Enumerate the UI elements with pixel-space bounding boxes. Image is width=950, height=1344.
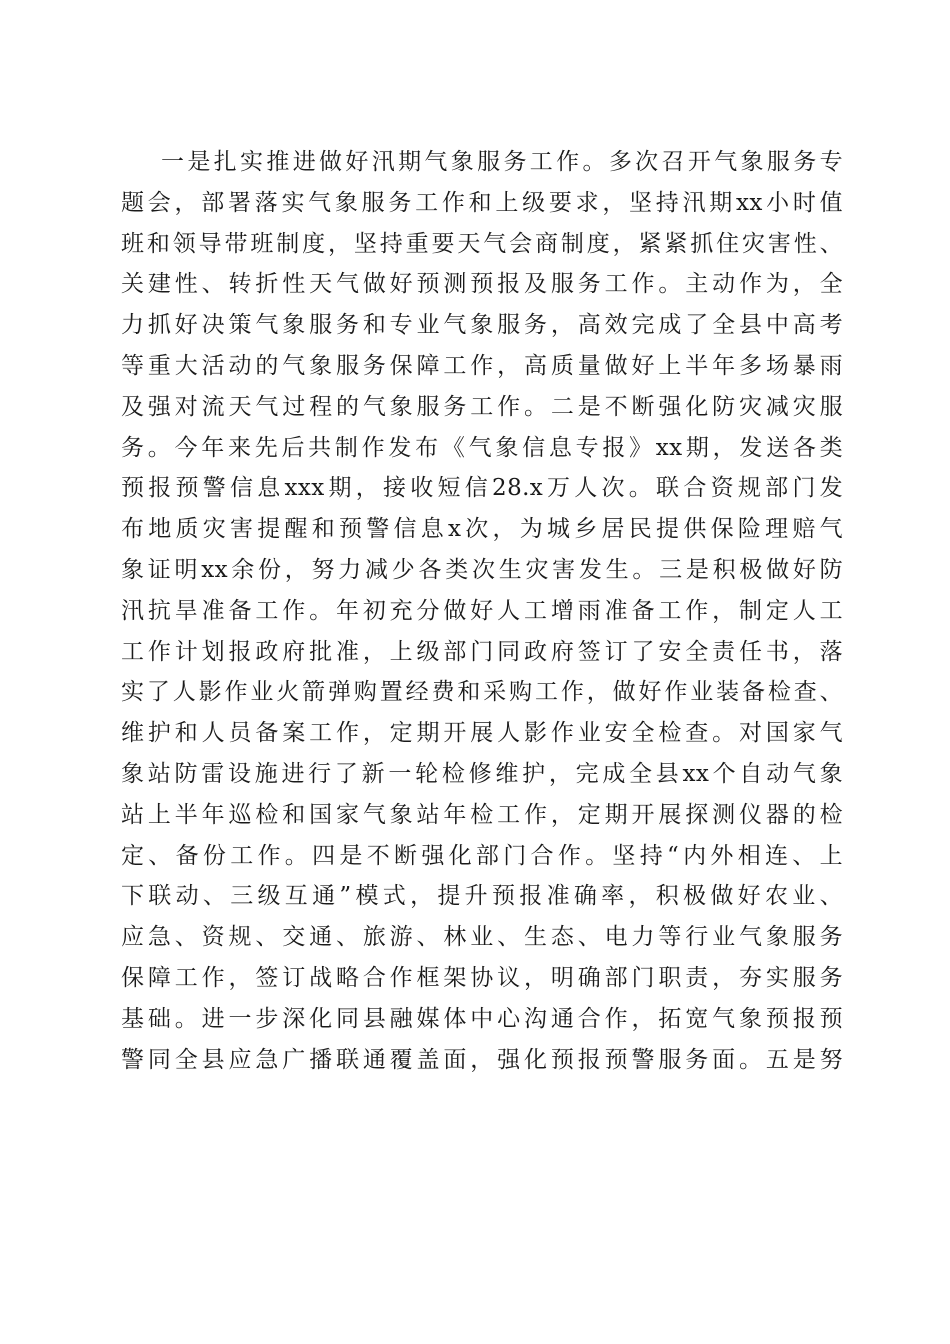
text-line-6: 等重大活动的气象服务保障工作，高质量做好上半年多场暴雨 (121, 352, 843, 379)
text-line-13: 工作计划报政府批准，上级部门同政府签订了安全责任书，落 (121, 638, 843, 665)
text-line-7: 及强对流天气过程的气象服务工作。二是不断强化防灾减灾服 (121, 393, 843, 420)
text-line-22: 基础。进一步深化同县融媒体中心沟通合作，拓宽气象预报预 (121, 1005, 843, 1032)
text-line-10: 布地质灾害提醒和预警信息x次，为城乡居民提供保险理赔气 (121, 516, 843, 543)
text-line-1: 一是扎实推进做好汛期气象服务工作。多次召开气象服务专 (161, 149, 843, 175)
text-line-21: 保障工作，签订战略合作框架协议，明确部门职责，夯实服务 (121, 964, 843, 991)
text-line-20: 应急、资规、交通、旅游、林业、生态、电力等行业气象服务 (121, 924, 843, 951)
text-line-9: 预报预警信息xxx期，接收短信28.x万人次。联合资规部门发 (121, 475, 843, 502)
text-line-14: 实了人影作业火箭弹购置经费和采购工作，做好作业装备检查、 (121, 679, 843, 706)
text-line-12: 汛抗旱准备工作。年初充分做好人工增雨准备工作，制定人工 (121, 597, 843, 624)
text-line-5: 力抓好决策气象服务和专业气象服务，高效完成了全县中高考 (121, 312, 843, 339)
body-paragraph (121, 142, 843, 1080)
text-line-2: 题会，部署落实气象服务工作和上级要求，坚持汛期xx小时值 (121, 189, 843, 216)
text-line-3: 班和领导带班制度，坚持重要天气会商制度，紧紧抓住灾害性、 (121, 230, 843, 257)
text-line-11: 象证明xx余份，努力减少各类次生灾害发生。三是积极做好防 (121, 556, 843, 583)
text-line-15: 维护和人员备案工作，定期开展人影作业安全检查。对国家气 (121, 720, 843, 747)
text-line-17: 站上半年巡检和国家气象站年检工作，定期开展探测仪器的检 (121, 801, 843, 828)
text-line-8: 务。今年来先后共制作发布《气象信息专报》xx期，发送各类 (121, 434, 843, 461)
text-line-16: 象站防雷设施进行了新一轮检修维护，完成全县xx个自动气象 (121, 760, 843, 787)
text-line-23: 警同全县应急广播联通覆盖面，强化预报预警服务面。五是努 (121, 1046, 843, 1073)
text-line-19: 下联动、三级互通”模式，提升预报准确率，积极做好农业、 (121, 883, 843, 910)
text-line-18: 定、备份工作。四是不断强化部门合作。坚持“内外相连、上 (121, 842, 843, 869)
text-line-4: 关建性、转折性天气做好预测预报及服务工作。主动作为，全 (121, 271, 843, 298)
